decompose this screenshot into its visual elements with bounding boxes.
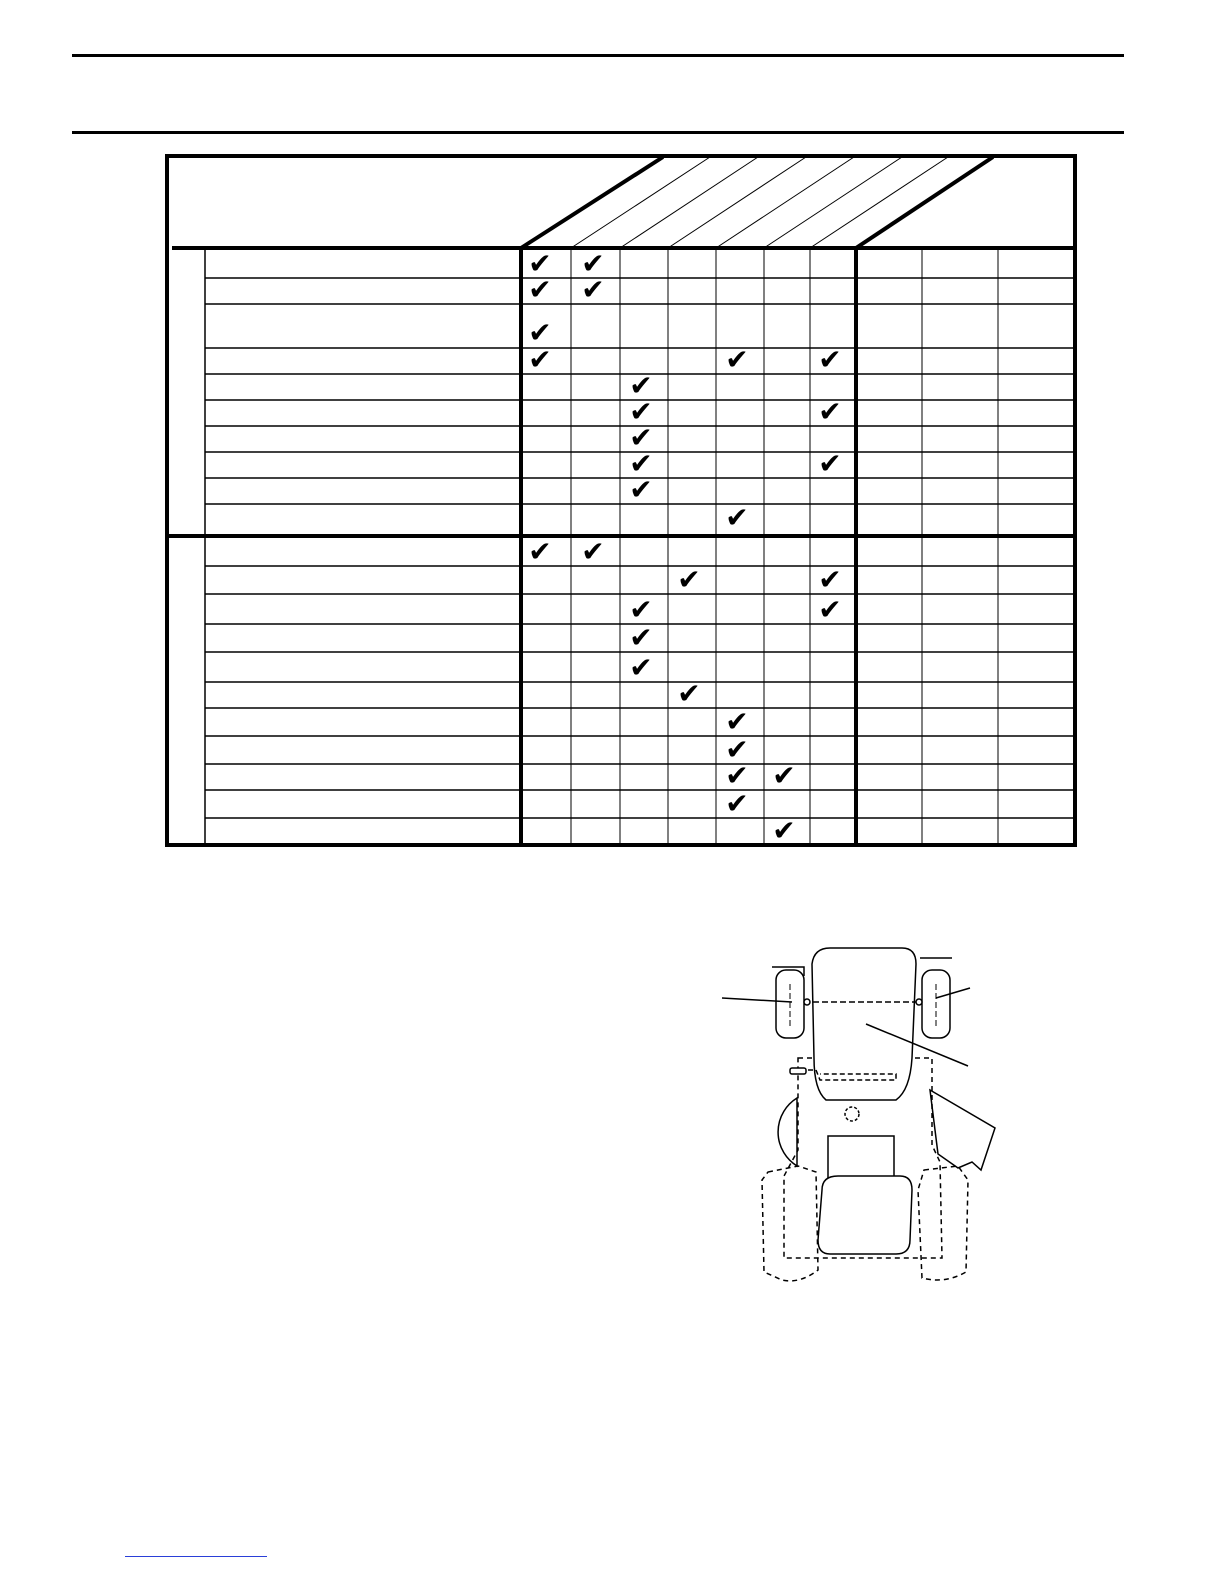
check-mark-icon: ✔ (725, 343, 749, 376)
check-mark-icon: ✔ (629, 621, 653, 654)
check-mark-icon: ✔ (818, 563, 842, 596)
hood-outline (812, 948, 916, 1100)
check-mark-icon: ✔ (818, 593, 842, 626)
header-slant-right (856, 157, 993, 248)
check-mark-icon: ✔ (528, 273, 552, 306)
check-mark-icon: ✔ (772, 759, 796, 792)
check-mark-icon: ✔ (818, 395, 842, 428)
seat-pedestal (828, 1136, 894, 1180)
check-mark-icon: ✔ (528, 535, 552, 568)
check-mark-icon: ✔ (528, 316, 552, 349)
seat (818, 1176, 912, 1254)
check-mark-icon: ✔ (528, 343, 552, 376)
rear-right-tire (918, 1166, 968, 1280)
check-mark-icon: ✔ (528, 247, 552, 280)
callout-line-right (936, 988, 970, 998)
callout-line-left (722, 998, 792, 1002)
check-mark-icon: ✔ (629, 473, 653, 506)
check-mark-icon: ✔ (725, 705, 749, 738)
check-mark-icon: ✔ (818, 343, 842, 376)
check-mark-icon: ✔ (725, 733, 749, 766)
check-mark-icon: ✔ (581, 273, 605, 306)
check-mark-icon: ✔ (629, 447, 653, 480)
check-mark-icon: ✔ (629, 395, 653, 428)
check-mark-icon: ✔ (629, 421, 653, 454)
check-mark-icon: ✔ (725, 501, 749, 534)
check-mark-icon: ✔ (725, 759, 749, 792)
check-mark-icon: ✔ (677, 563, 701, 596)
chart-rows (205, 247, 1075, 847)
check-mark-icon: ✔ (677, 677, 701, 710)
check-mark-icon: ✔ (818, 447, 842, 480)
check-mark-icon: ✔ (629, 651, 653, 684)
fuel-cap (845, 1107, 859, 1121)
discharge-chute (930, 1090, 995, 1170)
tractor-diagram (700, 940, 1010, 1290)
check-mark-icon: ✔ (772, 814, 796, 847)
check-mark-icon: ✔ (581, 535, 605, 568)
check-mark-icon: ✔ (629, 369, 653, 402)
check-mark-icon: ✔ (581, 247, 605, 280)
check-mark-icon: ✔ (629, 593, 653, 626)
footer-link-underline[interactable] (125, 1556, 267, 1557)
check-mark-icon: ✔ (725, 787, 749, 820)
chart-frame (167, 156, 1075, 845)
rear-left-tire (762, 1166, 818, 1281)
